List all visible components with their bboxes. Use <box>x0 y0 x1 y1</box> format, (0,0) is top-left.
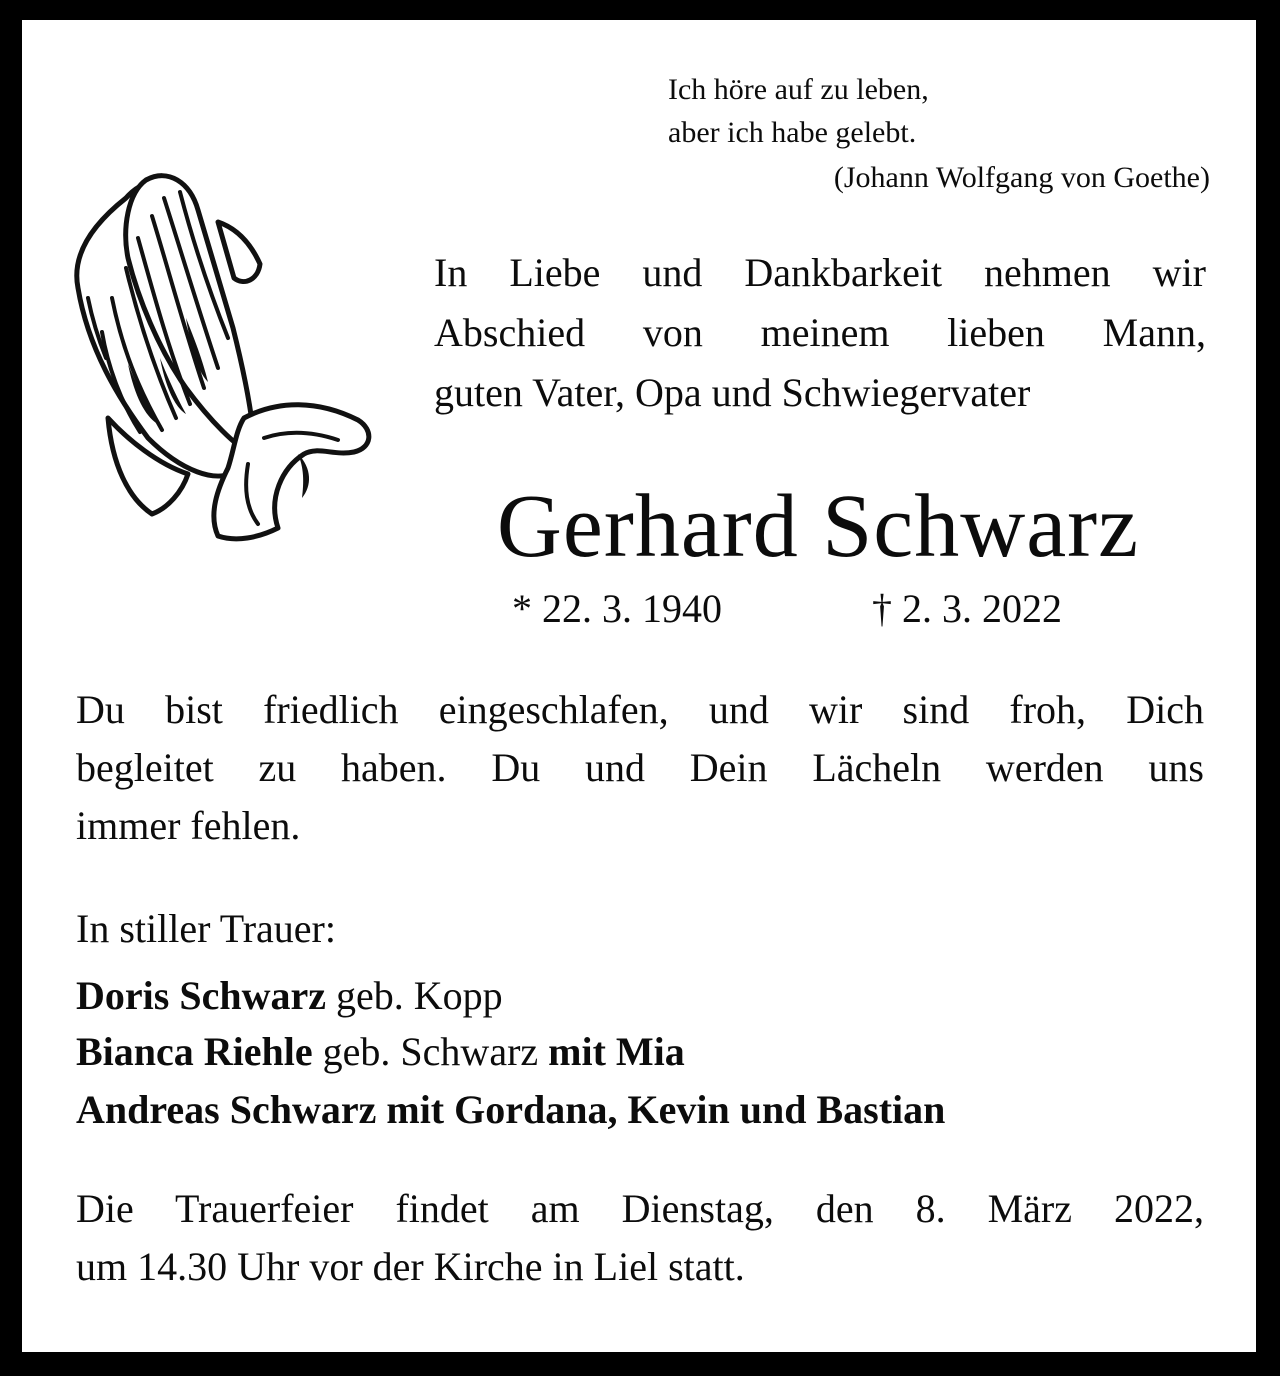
ceremony-line-1: Die Trauerfeier findet am Dienstag, den 8. März 2022, <box>76 1186 1204 1231</box>
mourner-note: geb. Schwarz <box>312 1029 539 1074</box>
mourner-note: geb. Kopp <box>325 973 503 1018</box>
message-line-2: begleitet zu haben. Du und Dein Lächeln werden uns <box>76 745 1204 790</box>
intro-line-1: In Liebe und Dankbarkeit nehmen wir <box>434 250 1206 295</box>
mourner-entry <box>76 1023 685 1081</box>
mourner-entry <box>76 967 503 1025</box>
intro-line-2: Abschied von meinem lieben Mann, <box>434 310 1206 355</box>
ceremony-line-2: um 14.30 Uhr vor der Kirche in Liel statt. <box>76 1244 745 1289</box>
mourner-name: Bianca Riehle <box>76 1029 313 1074</box>
quote-line-2: aber ich habe gelebt. <box>668 116 917 149</box>
ceremony-text <box>76 1180 1204 1296</box>
intro-line-3: guten Vater, Opa und Schwiegervater <box>434 370 1031 415</box>
death-date: † 2. 3. 2022 <box>872 586 1062 631</box>
quote-line-1: Ich höre auf zu leben, <box>668 73 929 106</box>
mourner-entry <box>76 1081 945 1139</box>
deceased-name: Gerhard Schwarz <box>496 477 1140 576</box>
birth-date: * 22. 3. 1940 <box>512 586 722 631</box>
intro-text <box>434 243 1206 423</box>
message-line-3: immer fehlen. <box>76 803 301 848</box>
mourner-suffix: mit Mia <box>538 1029 685 1074</box>
mourner-name: Andreas Schwarz mit Gordana, Kevin und Bastian <box>76 1087 946 1132</box>
mourners-heading: In stiller Trauer: <box>76 906 336 951</box>
mourner-name: Doris Schwarz <box>76 973 326 1018</box>
message-line-1: Du bist friedlich eingeschlafen, und wir sind froh, Dich <box>76 687 1204 732</box>
quote-author: (Johann Wolfgang von Goethe) <box>833 161 1210 194</box>
message-text <box>76 681 1204 855</box>
praying-hands-icon <box>68 168 380 554</box>
obituary-notice <box>22 20 1256 1352</box>
